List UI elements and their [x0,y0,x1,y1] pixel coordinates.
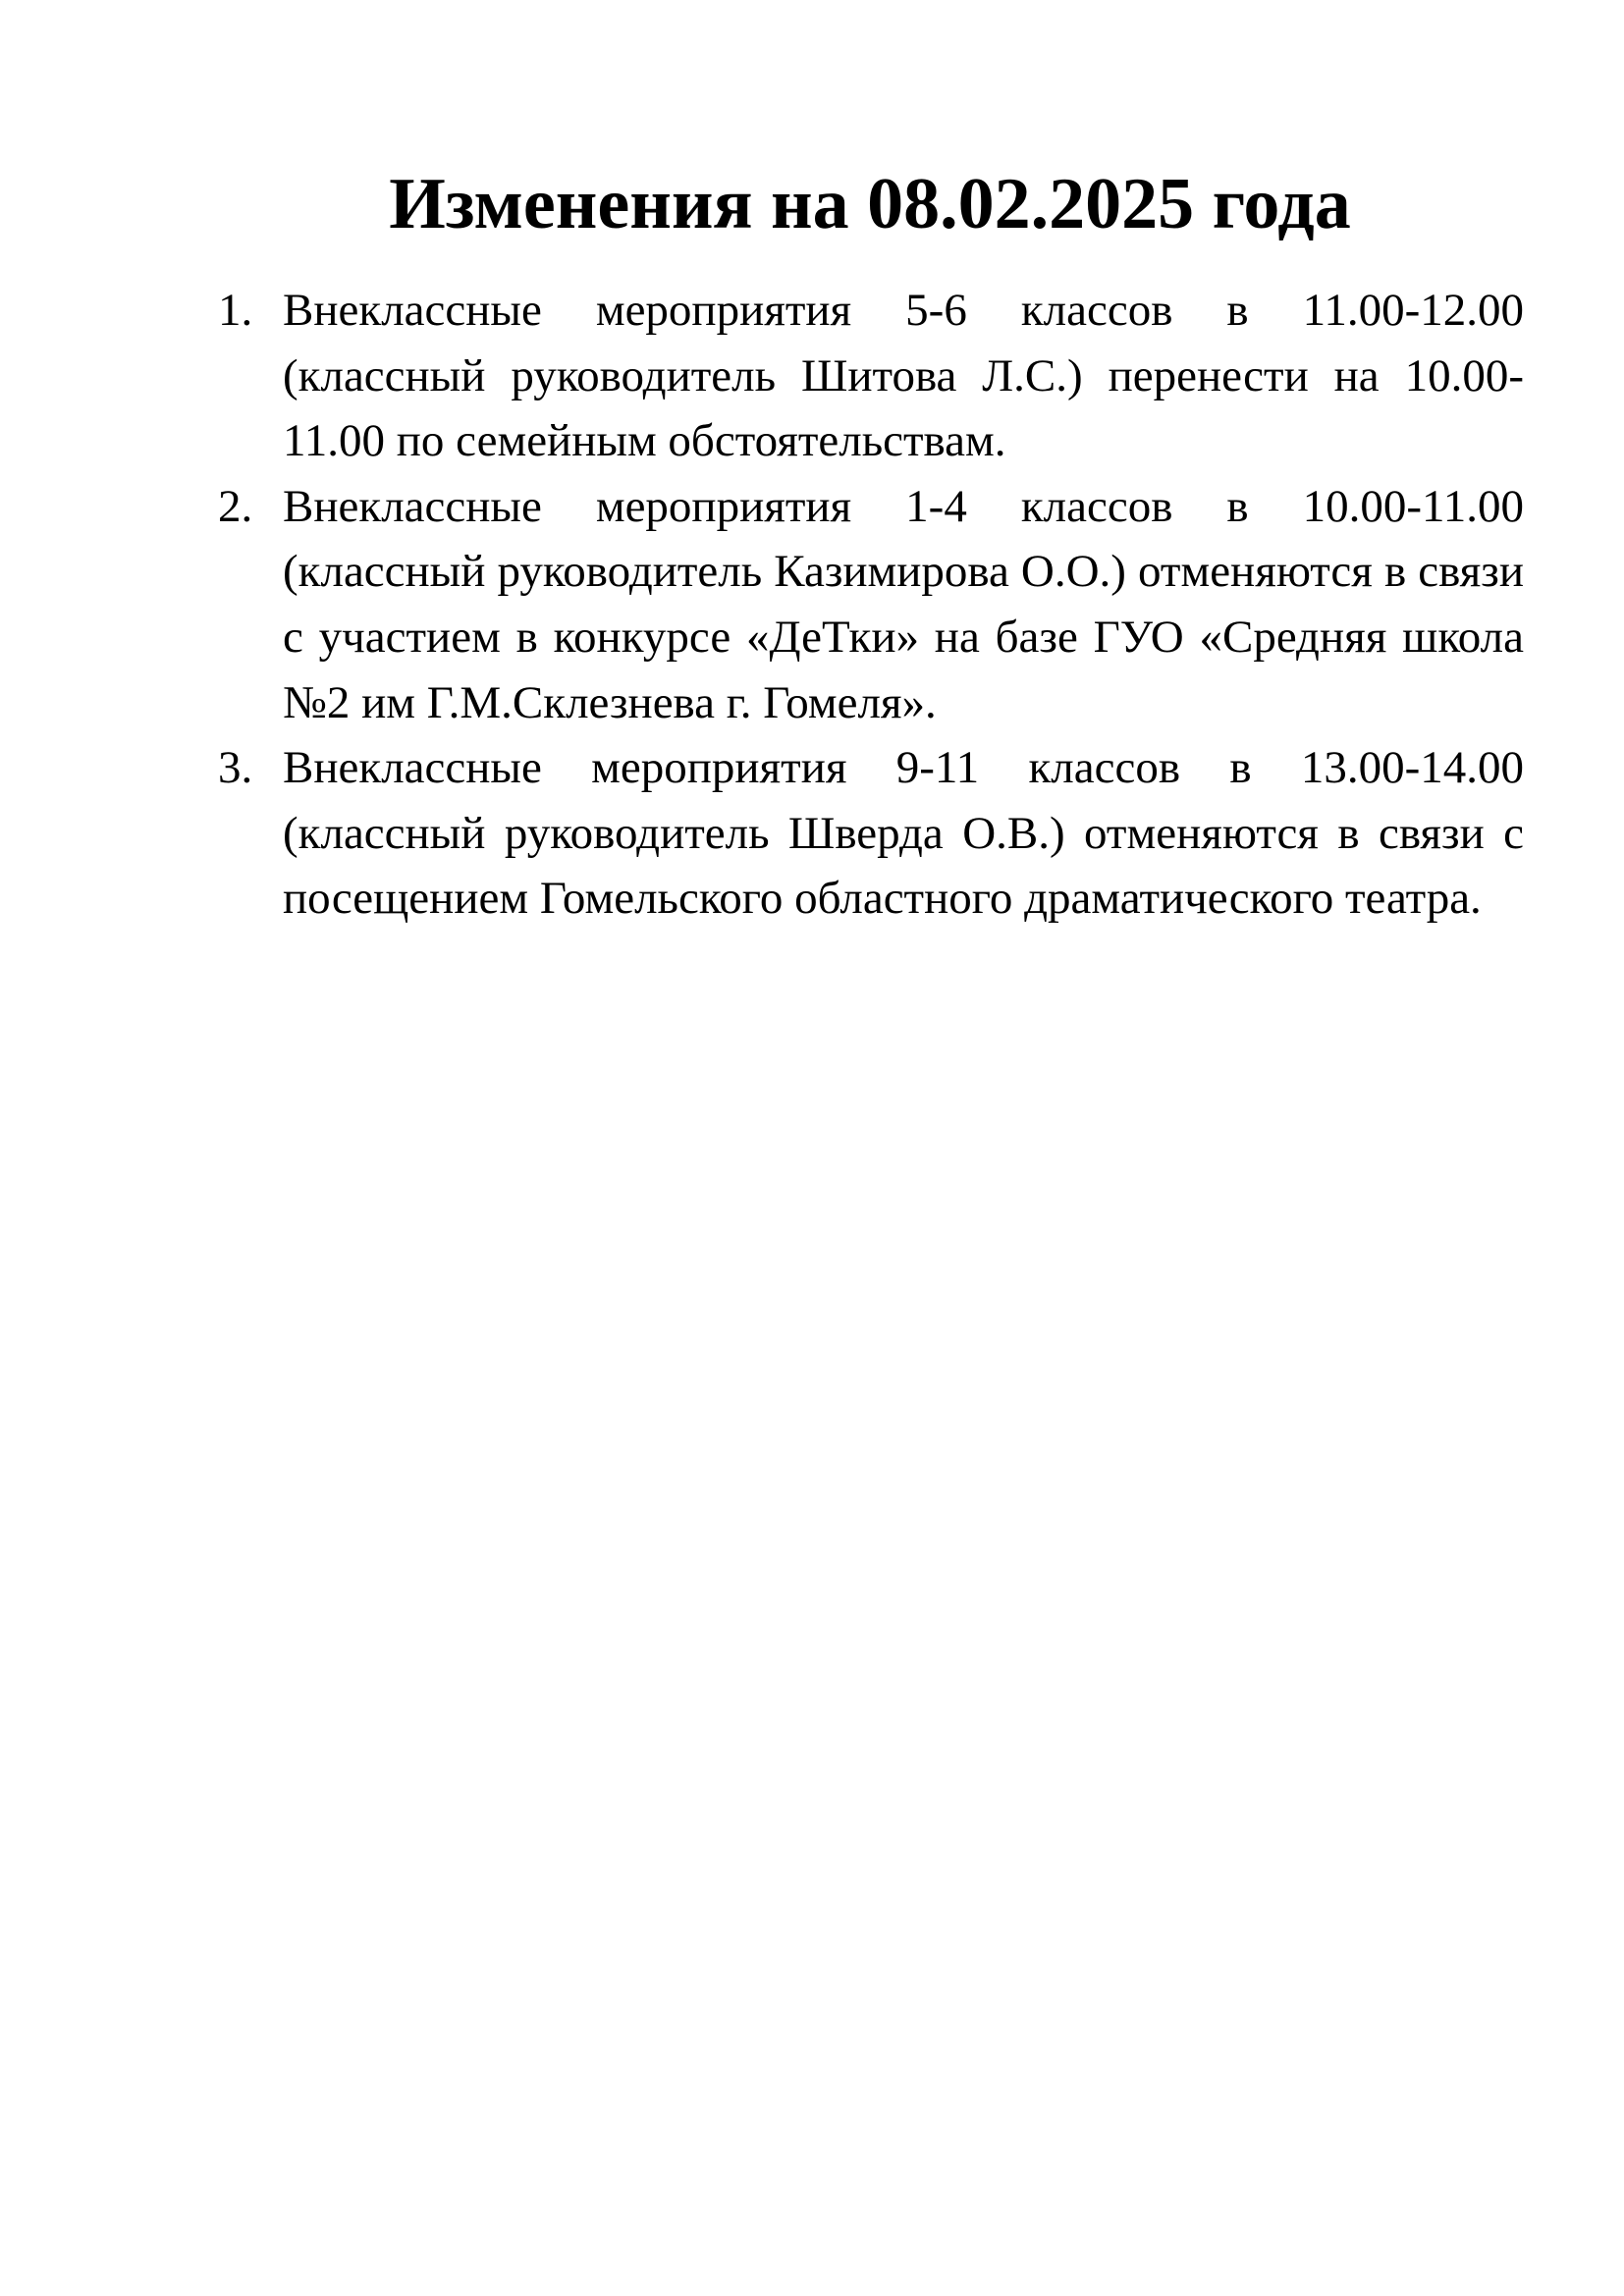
list-item-text: Внеклассные мероприятия 5-6 классов в 11.00-12.00 (классный руководитель Шитова Л.С.) перенести на 10.00-11.00 по семейным обстоятельствам. [283,285,1524,467]
list-item-text: Внеклассные мероприятия 9-11 классов в 13.00-14.00 (классный руководитель Шверда О.В.) отменяются в связи с посещением Гомельского областного драматического театра. [283,742,1524,925]
page-title: Изменения на 08.02.2025 года [389,164,1351,244]
list-item-number: 3. [218,742,253,794]
changes-list [218,278,1524,932]
list-item [218,278,1524,474]
list-item-text: Внеклассные мероприятия 1-4 классов в 10.00-11.00 (классный руководитель Казимирова О.О.) отменяются в связи с участием в конкурсе «ДеТки» на базе ГУО «Средняя школа №2 им Г.М.Склезнева г. Гомеля». [283,480,1524,728]
list-item [218,474,1524,735]
list-item-number: 1. [218,285,253,336]
list-item-number: 2. [218,480,253,532]
list-item [218,735,1524,932]
